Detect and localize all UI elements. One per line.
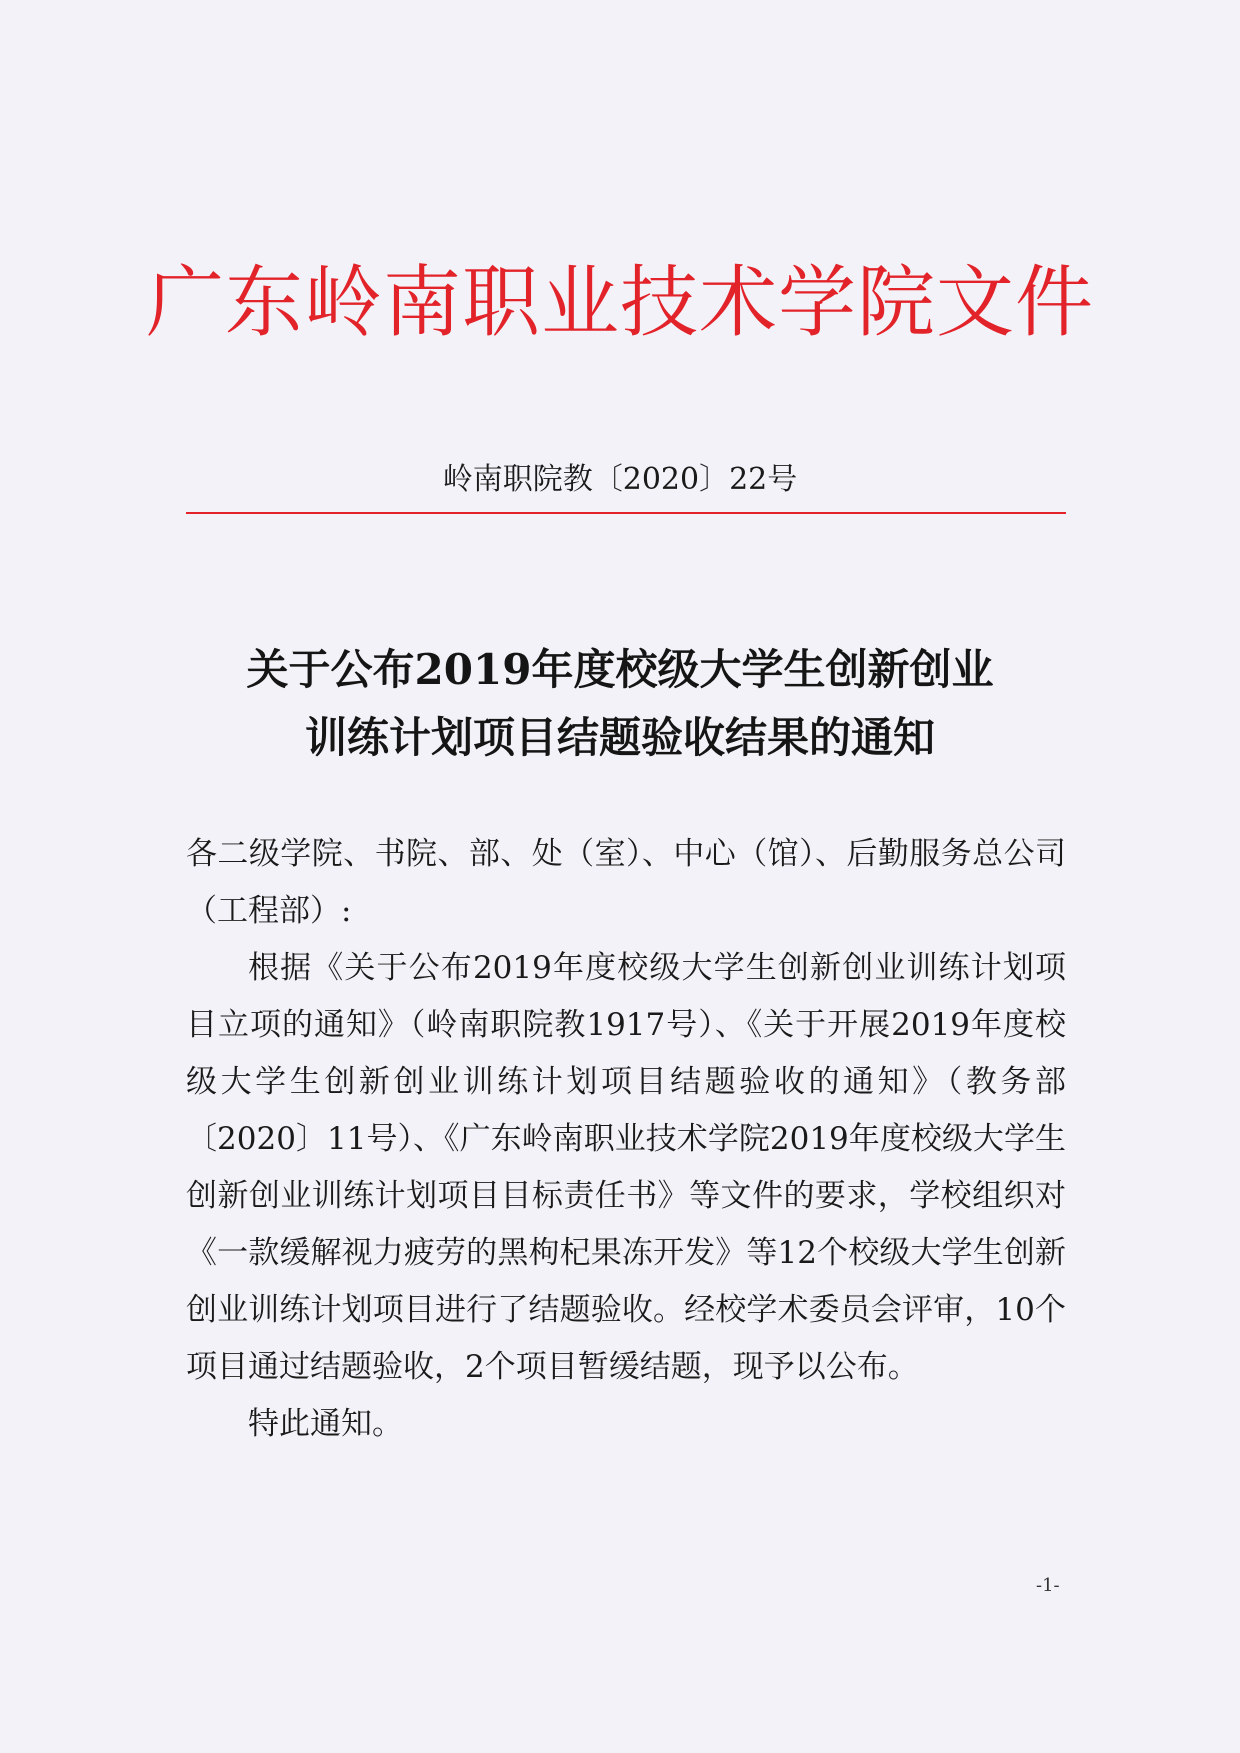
notice-title-line-2: 训练计划项目结题验收结果的通知	[304, 713, 935, 762]
document-number: 岭南职院教〔2020〕22号	[442, 462, 798, 497]
recipients-line: 各二级学院、书院、部、处（室）、中心（馆）、后勤服务总公司（工程部）:	[186, 836, 1066, 929]
notice-body	[186, 826, 1066, 1453]
document-masthead: 广东岭南职业技术学院文件	[145, 258, 1094, 348]
page-number: -1-	[1036, 1575, 1060, 1596]
main-paragraph: 根据《关于公布2019年度校级大学生创新创业训练计划项目立项的通知》（岭南职院教1917号）、《关于开展2019年度校级大学生创新创业训练计划项目结题验收的通知》（教务部〔2020〕11号）、《广东岭南职业技术学院2019年度校级大学生创新创业训练计划项目目标责任书》等文件的要求，学校组织对《一款缓解视力疲劳的黑枸杞果冻开发》等12个校级大学生创新创业训练计划项目进行了结题验收。经校学术委员会评审，10个项目通过结题验收，2个项目暂缓结题，现予以公布。	[186, 950, 1066, 1385]
closing-line: 特此通知。	[248, 1406, 403, 1442]
red-separator-line	[186, 512, 1066, 514]
notice-title-line-1: 关于公布2019年度校级大学生创新创业	[246, 645, 994, 694]
